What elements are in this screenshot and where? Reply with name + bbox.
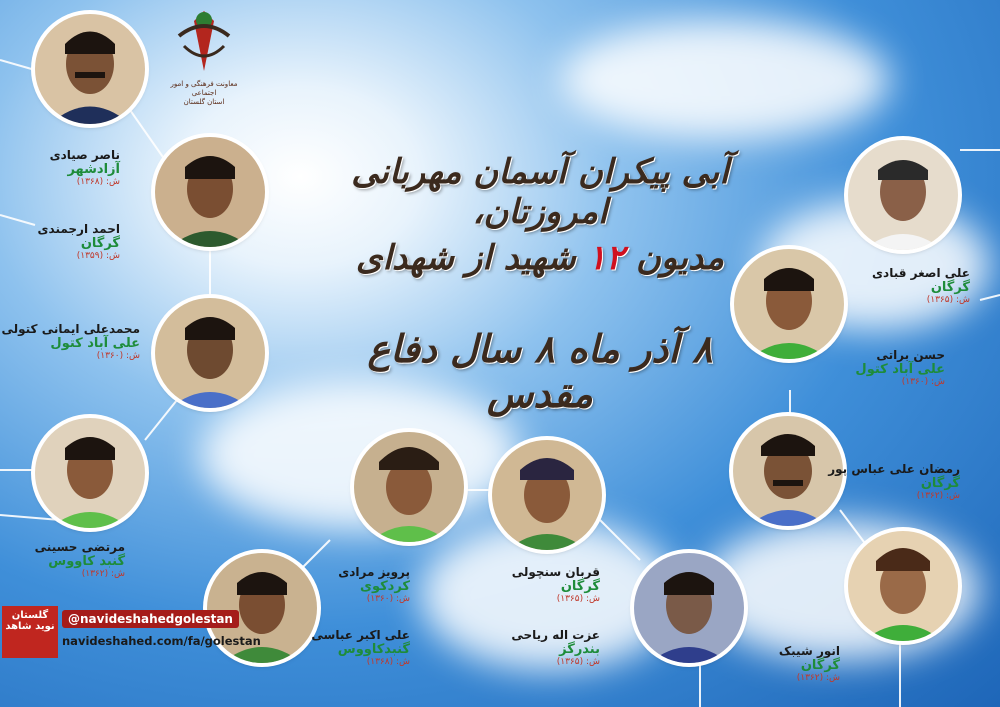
title-line2	[330, 238, 750, 278]
martyr-date: ش: (۱۳۶۵)	[556, 657, 600, 667]
martyr-date: ش: (۱۳۶۲)	[916, 491, 960, 501]
martyr-name: عزت اله ریاحی	[511, 628, 600, 642]
martyr-label	[240, 628, 410, 667]
martyr-city: گرگان	[80, 236, 120, 251]
martyr-name: علی اکبر عباسی	[311, 628, 410, 642]
martyr-city: علی آباد کتول	[855, 362, 945, 377]
portrait-icon	[155, 298, 265, 408]
martyr-label	[0, 540, 125, 579]
martyr-name: علی اصغر قبادی	[872, 266, 970, 280]
martyr-city: گنبد کاووس	[48, 554, 125, 569]
brand-top-text: گلستان	[11, 610, 49, 621]
martyr-date: ش: (۱۳۶۰)	[366, 594, 410, 604]
title-line2-prefix: مدیون	[636, 238, 725, 278]
logo-org-line1: معاونت فرهنگی و امور اجتماعی	[170, 80, 238, 97]
martyr-city: کردکوی	[360, 579, 410, 594]
martyr-date: ش: (۱۳۶۵)	[556, 594, 600, 604]
logo-emblem-icon	[174, 6, 234, 76]
martyr-label	[800, 266, 970, 305]
martyr-photo	[354, 432, 464, 542]
martyr-photo	[35, 14, 145, 124]
martyr-city: گرگان	[560, 579, 600, 594]
martyr-name: پرویز مرادی	[338, 565, 410, 579]
website-url[interactable]: navideshahed.com/fa/golestan	[62, 634, 261, 648]
brand-logo	[2, 606, 58, 658]
instagram-handle[interactable]: @navideshahedgolestan	[62, 610, 239, 628]
brand-bottom-text: نوید شاهد	[5, 621, 55, 632]
logo-org-line2: استان گلستان	[183, 98, 225, 106]
organization-logo	[158, 6, 250, 126]
martyr-name: حسن براتی	[876, 348, 945, 362]
martyr-photo	[35, 418, 145, 528]
martyr-date: ش: (۱۳۵۹)	[76, 251, 120, 261]
martyr-name: احمد ارجمندی	[37, 222, 120, 236]
martyr-label	[0, 322, 140, 361]
martyr-city: گنبدکاووس	[337, 642, 410, 657]
martyr-label	[0, 222, 120, 261]
martyr-date: ش: (۱۳۶۲)	[796, 673, 840, 683]
martyr-date: ش: (۱۳۶۰)	[96, 351, 140, 361]
martyr-city: گرگان	[930, 280, 970, 295]
martyr-label	[0, 148, 120, 187]
portrait-icon	[35, 14, 145, 124]
martyr-label	[430, 628, 600, 667]
martyr-photo	[492, 440, 602, 550]
martyr-city: گرگان	[920, 476, 960, 491]
title-line1: آبی پیکران آسمان مهربانی امروزتان،	[351, 152, 729, 232]
martyr-date: ش: (۱۳۶۸)	[366, 657, 410, 667]
portrait-icon	[155, 137, 265, 247]
title-line2-suffix: شهید از شهدای	[355, 238, 576, 278]
martyr-name: مرتضی حسینی	[34, 540, 125, 554]
martyr-label	[790, 462, 960, 501]
portrait-icon	[492, 440, 602, 550]
portrait-icon	[354, 432, 464, 542]
martyr-photo	[155, 298, 265, 408]
portrait-icon	[35, 418, 145, 528]
martyr-name: انور شیبک	[778, 644, 840, 658]
martyr-date: ش: (۱۳۶۰)	[901, 377, 945, 387]
martyr-label	[775, 348, 945, 387]
martyr-city: علی آباد کتول	[50, 336, 140, 351]
martyr-name: قربان سنچولی	[511, 565, 600, 579]
martyr-label	[240, 565, 410, 604]
martyr-photo	[155, 137, 265, 247]
martyr-city: بندرگز	[559, 642, 600, 657]
title-line3: ۸ آذر ماه ۸ سال دفاع مقدس	[367, 326, 713, 416]
portrait-icon	[848, 531, 958, 641]
martyr-photo	[848, 531, 958, 641]
portrait-icon	[848, 140, 958, 250]
martyr-name: رمضان علی عباس پور	[828, 462, 960, 476]
martyr-label	[430, 565, 600, 604]
martyr-label	[670, 644, 840, 683]
martyr-city: آزادشهر	[67, 162, 120, 177]
martyr-date: ش: (۱۳۶۵)	[926, 295, 970, 305]
martyr-date: ش: (۱۳۶۲)	[81, 569, 125, 579]
martyr-date: ش: (۱۳۶۸)	[76, 177, 120, 187]
martyr-name: ناصر صیادی	[49, 148, 120, 162]
martyr-name: محمدعلی ایمانی کتولی	[1, 322, 140, 336]
social-footer	[0, 600, 261, 660]
martyr-city: گرگان	[800, 658, 840, 673]
martyr-photo	[848, 140, 958, 250]
martyr-count: ۱۲	[587, 238, 625, 278]
